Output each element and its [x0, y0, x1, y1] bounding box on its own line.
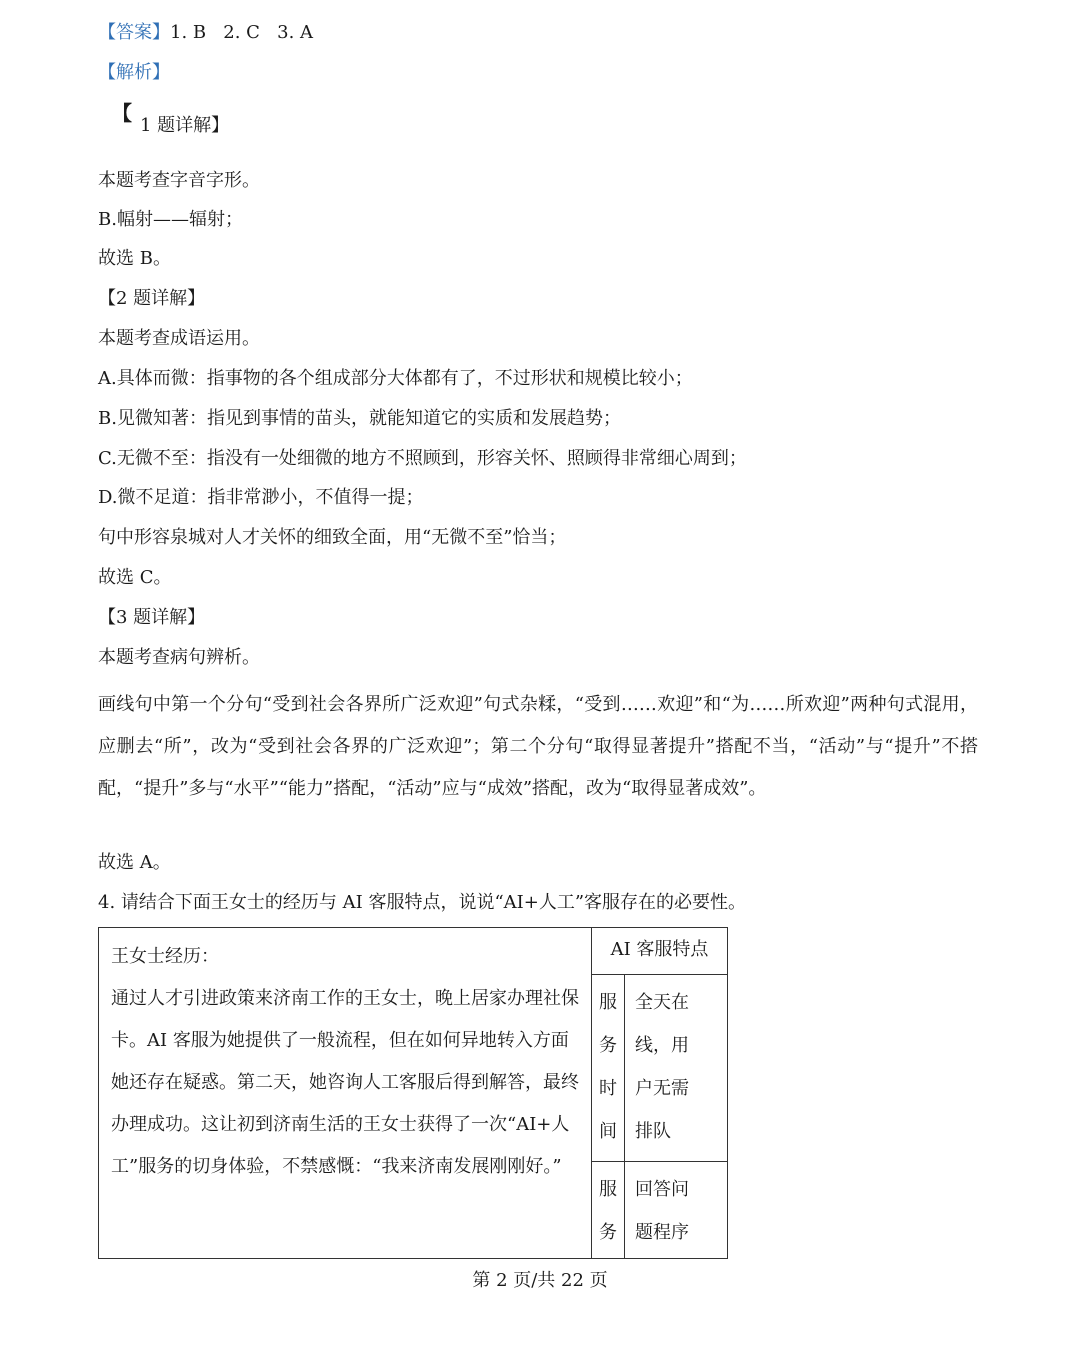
analysis-label: 【解析】 — [98, 62, 170, 83]
answer-items: 1. B 2. C 3. A — [170, 22, 314, 43]
feature-content-service — [625, 1161, 728, 1258]
q1-open-bracket: 【 — [112, 101, 132, 125]
label-char: 服 — [599, 991, 617, 1013]
experience-heading: 王女士经历： — [111, 946, 219, 967]
content-line: 题程序 — [635, 1221, 689, 1243]
q4-table — [98, 927, 728, 1259]
q2-title: 【2 题详解】 — [98, 288, 206, 309]
experience-cell — [99, 928, 592, 1259]
content-line: 回答问 — [635, 1178, 689, 1200]
label-char: 间 — [599, 1120, 617, 1142]
q3-title: 【3 题详解】 — [98, 607, 206, 628]
q2-line-5: 句中形容泉城对人才关怀的细致全面，用“无微不至”恰当； — [98, 527, 567, 548]
q2-line-6: 故选 C。 — [98, 567, 172, 588]
content-line: 排队 — [635, 1120, 671, 1142]
q1-line-0: 本题考查字音字形。 — [98, 170, 260, 191]
experience-body: 通过人才引进政策来济南工作的王女士，晚上居家办理社保卡。AI 客服为她提供了一般流程，但在如何异地转入方面她还存在疑惑。第二天，她咨询人工客服后得到解答，最终办理成功。这让初到济南生活的王女士获得了一次“AI+人工”服务的切身体验，不禁感慨：“我来济南发展刚刚好。” — [111, 988, 579, 1177]
q3-conclusion: 故选 A。 — [98, 852, 171, 873]
answer-line — [98, 22, 313, 44]
q2-line-4: D.微不足道：指非常渺小，不值得一提； — [98, 487, 424, 508]
q3-intro: 本题考查病句辨析。 — [98, 647, 260, 668]
label-char: 时 — [599, 1077, 617, 1099]
ai-features-header: AI 客服特点 — [592, 928, 728, 975]
q2-line-1: A.具体而微：指事物的各个组成部分大体都有了，不过形状和规模比较小； — [98, 368, 693, 389]
q2-line-3: C.无微不至：指没有一处细微的地方不照顾到，形容关怀、照顾得非常细心周到； — [98, 448, 747, 469]
q2-line-2: B.见微知著：指见到事情的苗头，就能知道它的实质和发展趋势； — [98, 408, 621, 429]
label-char: 务 — [599, 1034, 617, 1056]
q4-question: 4. 请结合下面王女士的经历与 AI 客服特点，说说“AI+人工”客服存在的必要性。 — [98, 892, 747, 913]
feature-content-service-time — [625, 974, 728, 1161]
page-footer: 第 2 页/共 22 页 — [472, 1270, 608, 1291]
q1-title: 1 题详解】 — [140, 115, 230, 136]
feature-label-service-time — [592, 974, 625, 1161]
content-line: 线，用 — [635, 1034, 689, 1056]
q1-line-1: B.幅射——辐射； — [98, 209, 243, 230]
content-line: 全天在 — [635, 991, 689, 1013]
q1-line-2: 故选 B。 — [98, 248, 171, 269]
feature-label-service — [592, 1161, 625, 1258]
q3-paragraph: 画线句中第一个分句“受到社会各界所广泛欢迎”句式杂糅，“受到……欢迎”和“为……所欢迎”两种句式混用，应删去“所”，改为“受到社会各界的广泛欢迎”；第二个分句“取得显著提升”搭配不当，“活动”与“提升”不搭配，“提升”多与“水平”“能力”搭配，“活动”应与“成效”搭配，改为“取得显著成效”。 — [98, 694, 978, 799]
label-char: 服 — [599, 1178, 617, 1200]
label-char: 务 — [599, 1221, 617, 1243]
q2-line-0: 本题考查成语运用。 — [98, 328, 260, 349]
answer-label: 【答案】 — [98, 22, 170, 43]
content-line: 户无需 — [635, 1077, 689, 1099]
